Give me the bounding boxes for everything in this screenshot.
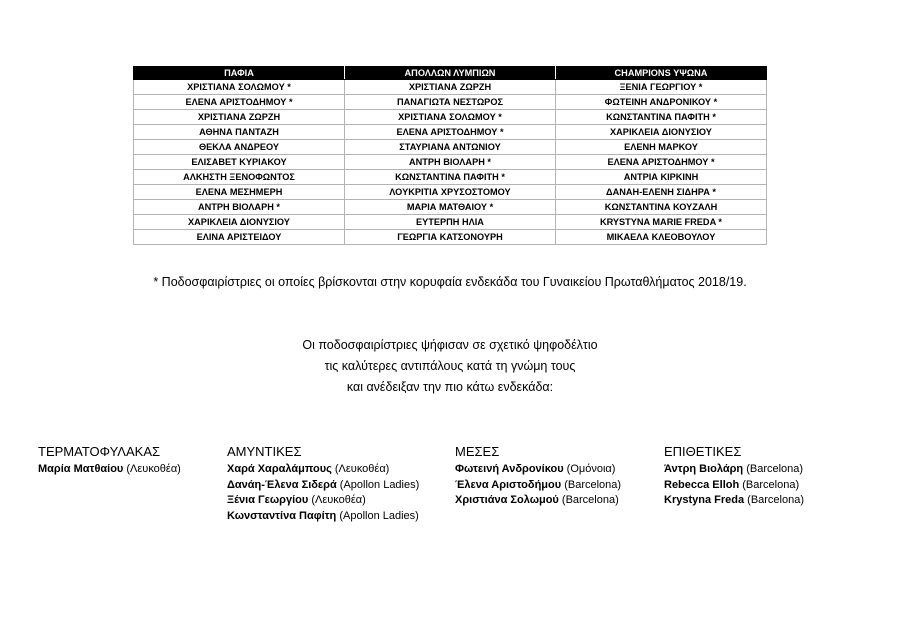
goalkeepers-list <box>38 462 181 478</box>
defenders-heading: ΑΜΥΝΤΙΚΕΣ <box>227 444 302 459</box>
table-row <box>134 140 767 155</box>
table-cell: ΑΝΤΡΗ ΒΙΟΛΑΡΗ * <box>345 155 556 170</box>
table-cell: ΛΟΥΚΡΙΤΙΑ ΧΡΥΣΟΣΤΟΜΟΥ <box>345 185 556 200</box>
table-cell: ΕΛΙΝΑ ΑΡΙΣΤΕΙΔΟΥ <box>134 230 345 245</box>
player-club: (Barcelona) <box>742 478 800 491</box>
player-entry <box>227 509 419 525</box>
table-cell: ΕΥΤΕΡΠΗ ΗΛΙΑ <box>345 215 556 230</box>
player-entry <box>664 478 804 494</box>
table-cell: ΕΛΕΝΑ ΜΕΣΗΜΕΡΗ <box>134 185 345 200</box>
table-cell: ΔΑΝΑΗ-ΕΛΕΝΗ ΣΙΔΗΡΑ * <box>556 185 767 200</box>
player-club: (Apollon Ladies) <box>339 478 420 491</box>
table-cell: ΧΡΙΣΤΙΑΝΑ ΣΟΛΩΜΟΥ * <box>345 110 556 125</box>
player-entry <box>455 493 621 509</box>
goalkeepers-column <box>38 443 181 478</box>
player-entry <box>455 478 621 494</box>
table-row <box>134 185 767 200</box>
player-entry <box>227 462 419 478</box>
player-name: Άντρη Βιολάρη <box>664 463 744 475</box>
player-name: Μαρία Ματθαίου <box>38 463 124 475</box>
player-name: Ξένια Γεωργίου <box>227 494 309 506</box>
table-cell: ΑΘΗΝΑ ΠΑΝΤΑΖΗ <box>134 125 345 140</box>
player-club: (Λευκοθέα) <box>311 494 366 506</box>
table-cell: ΘΕΚΛΑ ΑΝΔΡΕΟΥ <box>134 140 345 155</box>
defenders-column <box>227 443 419 524</box>
player-name: Φωτεινή Ανδρονίκου <box>455 463 564 475</box>
player-name: Δανάη-Έλενα Σιδερά <box>227 478 337 491</box>
intro-line: και ανέδειξαν την πιο κάτω ενδεκάδα: <box>346 380 554 394</box>
player-club: (Barcelona) <box>746 463 804 475</box>
table-cell: ΜΑΡΙΑ ΜΑΤΘΑΙΟΥ * <box>345 200 556 215</box>
defenders-list <box>227 462 419 524</box>
midfielders-list <box>455 462 621 509</box>
player-club: (Apollon Ladies) <box>339 509 419 522</box>
table-cell: ΑΛΚΗΣΤΗ ΞΕΝΟΦΩΝΤΟΣ <box>134 170 345 185</box>
table-row <box>134 155 767 170</box>
table-cell: ΚΩΝΣΤΑΝΤΙΝΑ ΚΟΥΖΑΛΗ <box>556 200 767 215</box>
player-entry <box>664 493 804 509</box>
table-cell: ΚΩΝΣΤΑΝΤΙΝΑ ΠΑΦΙΤΗ * <box>345 170 556 185</box>
player-name: Κωνσταντίνα Παφίτη <box>227 509 337 522</box>
table-cell: ΧΡΙΣΤΙΑΝΑ ΣΟΛΩΜΟΥ * <box>134 80 345 95</box>
table-row <box>134 215 767 230</box>
table-cell: ΕΛΕΝΗ ΜΑΡΚΟΥ <box>556 140 767 155</box>
player-name: Χριστιάνα Σολωμού <box>455 494 559 506</box>
table-row <box>134 230 767 245</box>
table-row <box>134 200 767 215</box>
intro-line: τις καλύτερες αντιπάλους κατά τη γνώμη τους <box>324 359 576 373</box>
player-club: (Barcelona) <box>564 478 622 491</box>
player-entry <box>664 462 804 478</box>
midfielders-column <box>455 443 621 509</box>
squad-table <box>133 66 767 245</box>
table-cell: ΜΙΚΑΕΛΑ ΚΛΕΟΒΟΥΛΟΥ <box>556 230 767 245</box>
table-cell: ΧΡΙΣΤΙΑΝΑ ΖΩΡΖΗ <box>345 80 556 95</box>
player-entry <box>227 478 419 494</box>
midfielders-heading: ΜΕΣΕΣ <box>455 444 500 459</box>
intro-line: Οι ποδοσφαιρίστριες ψήφισαν σε σχετικό ψηφοδέλτιο <box>302 338 598 352</box>
table-cell: ΕΛΕΝΑ ΑΡΙΣΤΟΔΗΜΟΥ * <box>134 95 345 110</box>
footnote: * Ποδοσφαιρίστριες οι οποίες βρίσκονται στην κορυφαία ενδεκάδα του Γυναικείου Πρωταθλήματος 2018/19. <box>153 275 747 289</box>
goalkeepers-heading: ΤΕΡΜΑΤΟΦΥΛΑΚΑΣ <box>38 444 161 459</box>
player-name: Rebecca Elloh <box>664 478 740 491</box>
player-entry <box>38 462 181 478</box>
player-name: Χαρά Χαραλάμπους <box>227 463 332 475</box>
table-row <box>134 80 767 95</box>
forwards-column <box>664 443 804 509</box>
table-cell: ΕΛΕΝΑ ΑΡΙΣΤΟΔΗΜΟΥ * <box>345 125 556 140</box>
table-cell: KRYSTYNA MARIE FREDA * <box>556 215 767 230</box>
table-body <box>134 80 767 245</box>
table-row <box>134 110 767 125</box>
table-cell: ΞΕΝΙΑ ΓΕΩΡΓΙΟΥ * <box>556 80 767 95</box>
player-entry <box>455 462 621 478</box>
forwards-list <box>664 462 804 509</box>
column-header-pafia: ΠΑΦΙΑ <box>134 67 345 80</box>
player-name: Krystyna Freda <box>664 494 745 506</box>
table-row <box>134 95 767 110</box>
table-cell: ΠΑΝΑΓΙΩΤΑ ΝΕΣΤΩΡΟΣ <box>345 95 556 110</box>
table-cell: ΧΑΡΙΚΛΕΙΑ ΔΙΟΝΥΣΙΟΥ <box>556 125 767 140</box>
table-cell: ΓΕΩΡΓΙΑ ΚΑΤΣΟΝΟΥΡΗ <box>345 230 556 245</box>
player-club: (Λευκοθέα) <box>126 463 181 475</box>
table-cell: ΑΝΤΡΗ ΒΙΟΛΑΡΗ * <box>134 200 345 215</box>
table-header-row <box>134 67 767 80</box>
player-entry <box>227 493 419 509</box>
table-row <box>134 125 767 140</box>
column-header-champions: CHAMPIONS ΥΨΩΝΑ <box>556 67 767 80</box>
table-cell: ΚΩΝΣΤΑΝΤΙΝΑ ΠΑΦΙΤΗ * <box>556 110 767 125</box>
table-cell: ΧΡΙΣΤΙΑΝΑ ΖΩΡΖΗ <box>134 110 345 125</box>
table-cell: ΦΩΤΕΙΝΗ ΑΝΔΡΟΝΙΚΟΥ * <box>556 95 767 110</box>
player-club: (Barcelona) <box>561 494 619 506</box>
table-cell: ΑΝΤΡΙΑ ΚΙΡΚΙΝΗ <box>556 170 767 185</box>
table-cell: ΧΑΡΙΚΛΕΙΑ ΔΙΟΝΥΣΙΟΥ <box>134 215 345 230</box>
player-name: Έλενα Αριστοδήμου <box>455 478 562 491</box>
column-header-apollon: ΑΠΟΛΛΩΝ ΛΥΜΠΙΩΝ <box>345 67 556 80</box>
player-club: (Barcelona) <box>747 494 805 506</box>
player-club: (Ομόνοια) <box>566 463 616 475</box>
table-cell: ΕΛΙΣΑΒΕΤ ΚΥΡΙΑΚΟΥ <box>134 155 345 170</box>
table-cell: ΕΛΕΝΑ ΑΡΙΣΤΟΔΗΜΟΥ * <box>556 155 767 170</box>
player-club: (Λευκοθέα) <box>334 463 390 475</box>
intro-text <box>0 335 900 398</box>
table-row <box>134 170 767 185</box>
table-cell: ΣΤΑΥΡΙΑΝΑ ΑΝΤΩΝΙΟΥ <box>345 140 556 155</box>
forwards-heading: ΕΠΙΘΕΤΙΚΕΣ <box>664 444 742 459</box>
